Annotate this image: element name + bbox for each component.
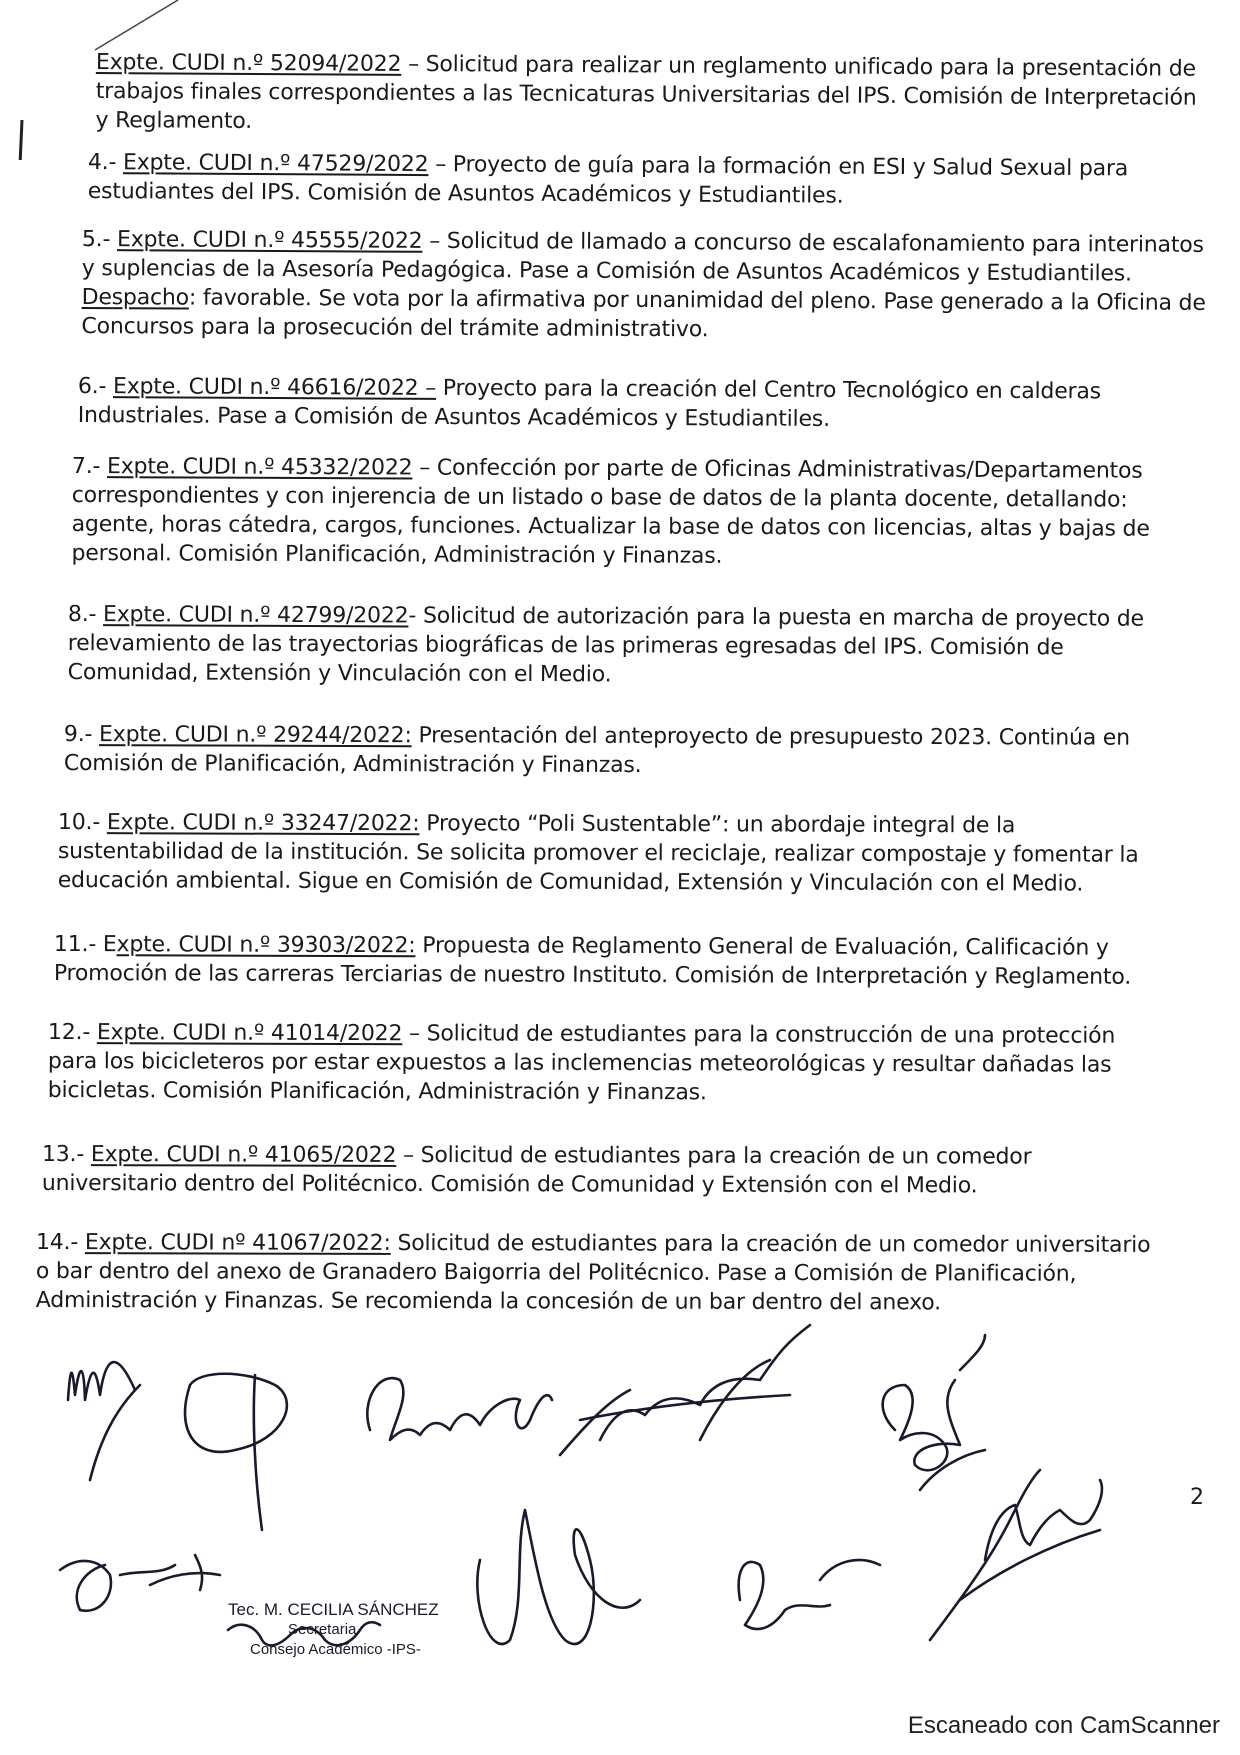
scanner-watermark: Escaneado con CamScanner <box>907 1712 1220 1739</box>
agenda-item-4 <box>88 148 1168 213</box>
despacho-label: Despacho <box>81 284 189 311</box>
item-description: Presentación del anteproyecto de presupuesto 2023. Continúa en Comisión de Planificación, Administración y Finanzas. <box>63 723 1130 779</box>
item-description: – Solicitud de estudiantes para la creación de un comedor universitario dentro del Politécnico. Comisión de Comunidad y Extensión con el Medio. <box>41 1142 1032 1199</box>
agenda-item-8 <box>68 600 1163 692</box>
expedient-reference: xpte. CUDI n.º 39303/2022: <box>116 932 416 959</box>
expedient-reference: Expte. CUDI n.º 45332/2022 <box>107 454 413 481</box>
stamp-name: Tec. M. CECILIA SÁNCHEZ <box>228 1600 439 1619</box>
item-description: - Solicitud de autorización para la puesta en marcha de proyecto de relevamiento de las trayectorias biográficas de las primeras egresadas del IPS. Comisión de Comunidad, Extensión y Vinculación con el Medio. <box>67 603 1144 688</box>
agenda-item-10 <box>58 808 1173 899</box>
agenda-item-9 <box>64 720 1169 782</box>
item-description: Solicitud de estudiantes para la creación de un comedor universitario o bar dentro del anexo de Granadero Baigorria del Politécnico. Pase a Comisión de Planificación, Administración y Finanzas. Se recomienda la concesión de un bar dentro del anexo. <box>35 1230 1151 1316</box>
agenda-item-13 <box>42 1140 1132 1201</box>
expedient-reference: Expte. CUDI n.º 29244/2022: <box>99 722 412 749</box>
stamp-title: Secretaria <box>288 1621 357 1638</box>
item-description: Proyecto “Poli Sustentable”: un abordaje integral de la sustentabilidad de la institución. Se solicita promover el reciclaje, realizar compostaje y fomentar la educación ambiental. Sigue en Comisión de Comunidad, Extensión y Vinculación con el Medio. <box>57 811 1139 897</box>
expedient-reference: Expte. CUDI nº 41067/2022: <box>84 1230 391 1256</box>
stamp-organization: Consejo Académico -IPS- <box>250 1641 421 1658</box>
expedient-reference: Expte. CUDI n.º 41014/2022 <box>96 1020 403 1047</box>
agenda-item-3 <box>95 48 1206 142</box>
item-description: – Solicitud para realizar un reglamento unificado para la presentación de trabajos finales correspondientes a las Tecnicaturas Universitarias del IPS. Comisión de Interpretación y Reglamento. <box>95 51 1197 134</box>
item-number: 8.- <box>67 602 104 628</box>
item-description: – Solicitud de llamado a concurso de escalafonamiento para interinatos y suplencias de la Asesoría Pedagógica. Pase a Comisión de Asuntos Académicos y Estudiantiles. <box>81 228 1204 287</box>
item-number: 11.- E <box>53 932 117 958</box>
expedient-reference: Expte. CUDI n.º 42799/2022 <box>103 602 409 629</box>
item-number: 10.- <box>57 810 107 836</box>
item-number: 9.- <box>63 722 100 748</box>
item-number: 12.- <box>47 1020 97 1046</box>
agenda-item-12 <box>48 1018 1168 1109</box>
item-number: 7.- <box>71 453 108 480</box>
item-description: – Solicitud de estudiantes para la construcción de una protección para los bicicleteros por estar expuestos a las inclemencias meteorológicas y resultar dañadas las bicicletas. Comisión Planificación, Administración y Finanzas. <box>47 1021 1116 1106</box>
expedient-reference: Expte. CUDI n.º 52094/2022 <box>95 49 402 77</box>
item-description-continued: : favorable. Se vota por la afirmativa por unanimidad del pleno. Pase generado a la Oficina de Concursos para la prosecución del trámite administrativo. <box>81 285 1206 343</box>
agenda-item-7 <box>71 452 1171 573</box>
expedient-reference: Expte. CUDI n.º 46616/2022 – <box>112 374 437 401</box>
item-description: Proyecto para la creación del Centro Tecnológico en calderas Industriales. Pase a Comisión de Asuntos Académicos y Estudiantiles. <box>77 375 1102 432</box>
expedient-reference: Expte. CUDI n.º 45555/2022 <box>116 227 423 254</box>
item-description: Propuesta de Reglamento General de Evaluación, Calificación y Promoción de las carreras Terciarias de nuestro Instituto. Comisión de Interpretación y Reglamento. <box>53 933 1132 990</box>
agenda-item-14 <box>36 1228 1156 1318</box>
item-number: 13.- <box>41 1142 91 1168</box>
agenda-item-6 <box>78 372 1168 436</box>
expedient-reference: Expte. CUDI n.º 47529/2022 <box>122 150 429 178</box>
item-number: 6.- <box>77 373 114 400</box>
expedient-reference: Expte. CUDI n.º 41065/2022 <box>90 1142 397 1168</box>
expedient-reference: Expte. CUDI n.º 33247/2022: <box>106 810 420 837</box>
agenda-item-5 <box>81 225 1207 347</box>
item-number: 5.- <box>81 226 118 253</box>
item-number: 4.- <box>87 149 124 176</box>
secretary-stamp <box>228 1600 439 1660</box>
agenda-item-11 <box>54 930 1184 992</box>
item-number: 14.- <box>35 1230 85 1256</box>
item-description: – Confección por parte de Oficinas Administrativas/Departamentos correspondientes y con injerencia de un listado o base de datos de la planta docente, detallando: agente, horas cátedra, cargos, funciones. Actualizar la base de datos con licencias, altas y bajas de personal. Comisión Planificación, Administración y Finanzas. <box>71 455 1150 569</box>
page-number: 2 <box>1190 1485 1204 1510</box>
item-description: – Proyecto de guía para la formación en ESI y Salud Sexual para estudiantes del IPS. Comisión de Asuntos Académicos y Estudiantiles. <box>87 152 1129 209</box>
